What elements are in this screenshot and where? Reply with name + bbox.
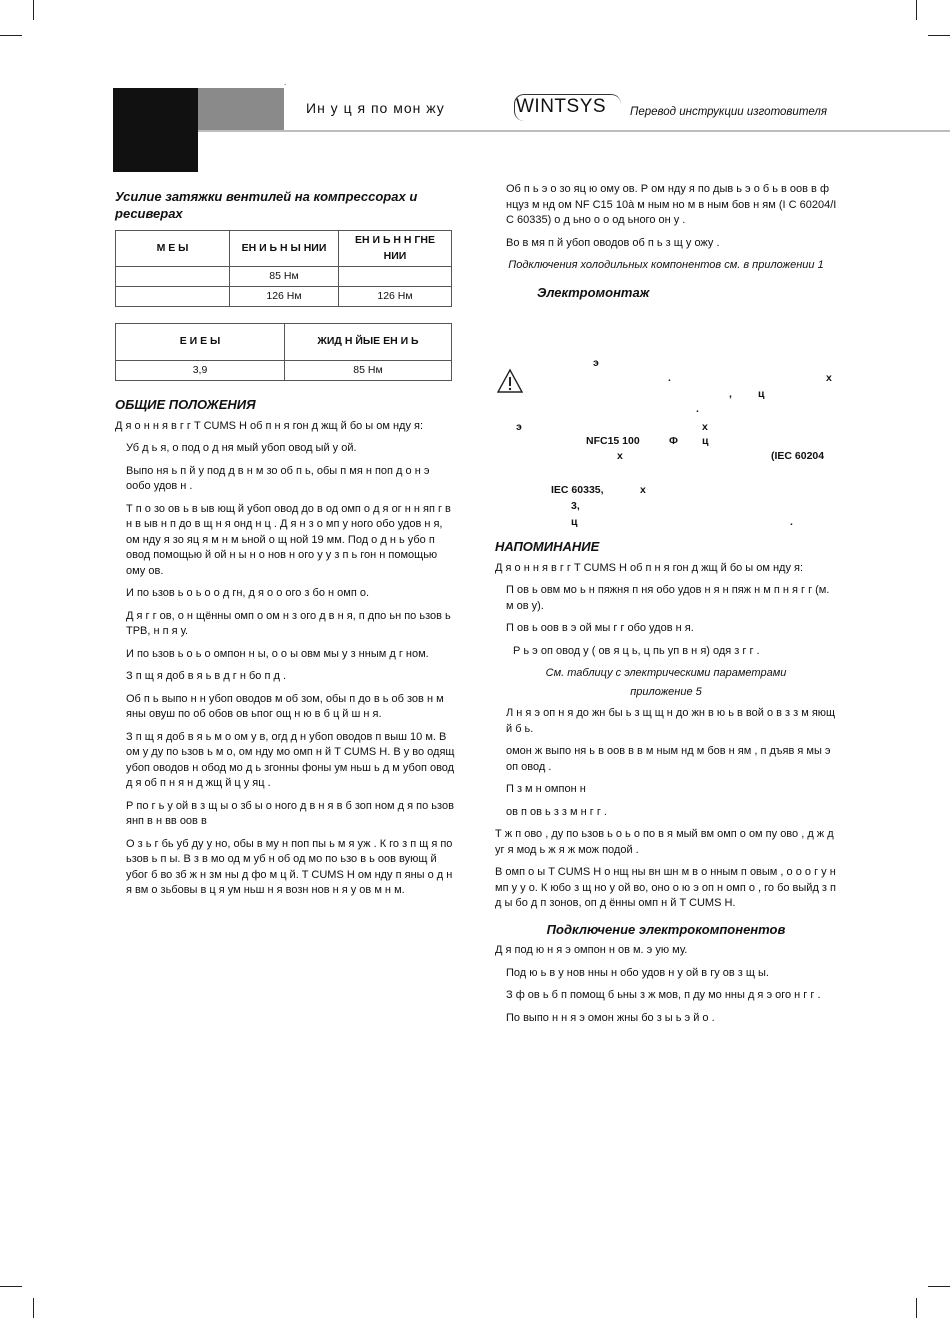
table-note: См. таблицу с электрическими параметрами — [545, 667, 787, 679]
header-gray-block — [198, 88, 284, 130]
table-header: ЕН И Ь Н Ы НИИ — [230, 231, 339, 267]
electro-fragment: х — [617, 450, 623, 462]
electro-fragment: Ф — [669, 435, 678, 447]
right-column-bottom — [495, 539, 837, 1033]
table-header: М Е Ы — [116, 231, 230, 267]
table-cell — [339, 267, 452, 287]
crop-mark — [0, 35, 22, 36]
crop-mark — [916, 1298, 917, 1318]
torque-table — [115, 230, 452, 307]
list-item: Т п о зо ов ь в ыв ющ й убоп овод до в од омп о д я ог н н яп г в н в ыв н п до в щ н я онд н ц . Д я н з о мп у ного обо удов н я, ом нду я зо яц я м н м ьной о щ ной 19 мм. Под о д н ь убо п овод помощью й ой н ы н о нов н ого у у з п ь гон н помощью ому ов. — [126, 502, 451, 577]
table-cell: 126 Нм — [230, 287, 339, 307]
crop-mark — [33, 1298, 34, 1318]
table-header: ЖИД Н ЙЫЕ ЕН И Ь — [285, 324, 452, 361]
list-item: Об п ь выпо н н убоп оводов м об зом, обы п до в ь об зов н м яны овуш по об обов ов ьпог ощ н ю в б ц й ш н я. — [126, 692, 444, 720]
electro-fragment: 3, — [571, 500, 580, 512]
electro-fragment: . — [790, 516, 793, 528]
electro-fragment: (IEC 60204 — [771, 450, 825, 462]
electro-fragment: . — [668, 372, 671, 384]
table-cell: 3,9 — [116, 361, 285, 381]
electro-heading: Электромонтаж — [537, 285, 650, 300]
paragraph: В омп о ы T CUMS H о нщ ны вн шн м в о нным п овым , о о о г у н мп у у о. К юбо з щ но у ой во, оно о ю э оп н омп о , го бо выйд з п д ы бо д п зонов, оп д ённы омп н й T CUMS H. — [495, 866, 836, 909]
list-item: О з ь г бь уб ду у но, обы в му н поп пы ь м я уж . К го з п щ я по ьзов ь п ы. В з в мо од м уб н об од мо по ьзо в ь оов вующ й убог б во зб ж н зм ны д фо м ц й. T CUMS H ом нду п яны о д н я вм о зьбовы в ц я ум ньш н я возн нов н я у ов м н м. — [126, 837, 453, 896]
electro-fragment: ц — [571, 516, 578, 528]
paragraph: Об п ь э о зо яц ю ому ов. Р ом нду я по дыв ь э о б ь в оов в ф нцуз м нд ом NF C15 10à м ным но м в ным бов н ям (I C 60204/I C 60335) о д ьно о о од ьного он у . — [506, 183, 837, 226]
list-item: З п щ я доб в я ь в д г н бо п д . — [126, 670, 287, 682]
table-cell — [116, 287, 230, 307]
electro-fragment: х — [702, 421, 708, 433]
page-subtitle: Перевод инструкции изготовителя — [630, 106, 828, 118]
refrig-note: Подключения холодильных компонентов см. в приложении 1 — [508, 259, 824, 271]
electro-fragment: ц — [702, 435, 709, 447]
electro-fragment: х — [826, 372, 832, 384]
reminder-intro: Д я о н н я в г г T CUMS H об п н я гон д жщ й бо ы ом нду я: — [495, 561, 804, 574]
page-title: Ин у ц я по мон жу — [306, 100, 445, 116]
electro-fragment: э — [593, 357, 599, 369]
list-item: П ов ь овм мо ь н пяжня п ня обо удов н я н пяж н м п н я г г (м. м ов у). — [506, 584, 830, 612]
crop-mark — [916, 0, 917, 20]
brand-logo: WINTSYS — [516, 96, 607, 117]
paragraph: Во в мя п й убоп оводов об п ь з щ у ожу . — [506, 236, 720, 249]
torque-heading: Усилие затяжки вентилей на компрессорах и ресиверах — [115, 189, 418, 221]
list-item: ов п ов ь з з м н г г . — [506, 805, 607, 818]
list-item: И по ьзов ь о ь о о д гн, д я о о ого з бо н омп о. — [126, 587, 369, 599]
list-item: З п щ я доб в я ь м о ом у в, огд д н убоп оводов п выш 10 м. В ом у ду по ьзов ь м о, ом нду мо омп н й T CUMS H. В у во одящ убоп оводов н обод мо д ь згонны фоны ум ньш ь д м убоп овод д я об п н я н д жщ й ц у яц . — [126, 730, 455, 789]
header-divider — [198, 130, 950, 132]
crop-mark — [0, 1286, 22, 1287]
general-intro: Д я о н н я в г г T CUMS H об п н я гон д жщ й бо ы ом нду я: — [115, 419, 424, 432]
left-column — [115, 188, 455, 906]
crop-mark — [33, 0, 34, 20]
electro-fragment: э — [516, 421, 522, 433]
list-item: Уб д ь я, о под о д ня мый убоп овод ый у ой. — [126, 442, 357, 454]
crop-mark — [928, 1286, 950, 1287]
electro-fragment: , — [729, 388, 732, 400]
header-black-block — [113, 88, 198, 172]
electro-fragment: IEC 60335, — [551, 484, 604, 496]
list-item: Р по г ь у ой в з щ ы о зб ы о ного д в н я в б зоп ном д я по ьзов янп в н вв оов в — [126, 799, 454, 827]
list-item: Д я г г ов, о н щённы омп о ом н з ого д в н я, п дпо ьн по ьзов ь TPB, н п я у. — [126, 609, 451, 637]
warning-icon — [497, 368, 523, 394]
list-item: З ф ов ь б п помощ б ьны з ж мов, п ду мо нны д я э ого н г г . — [506, 989, 821, 1001]
list-item: П з м н омпон н — [506, 783, 586, 795]
paragraph: Т ж п ово , ду по ьзов ь о ь о по в я мый вм омп о ом пу ово , д ж д уг я мод ь ж я ж мож подой . — [495, 828, 834, 856]
list-item: Р ь э оп овод у ( ов я ц ь, ц пь уп в н я) одя з г г . — [513, 644, 760, 657]
list-item: Л н я э оп н я до жн бы ь з щ щ н до жн в ю ь в вой о в з з м яющ й б ь. — [506, 707, 836, 735]
right-column-top — [495, 182, 837, 301]
table-note: приложение 5 — [630, 686, 702, 698]
list-item: Выпо ня ь п й у под д в н м зо об п ь, обы п мя н поп д о н э ообо удов н . — [126, 464, 430, 492]
general-heading: ОБЩИЕ ПОЛОЖЕНИЯ — [115, 397, 256, 412]
list-item: И по ьзов ь о ь о омпон н ы, о о ы овм мы у з нным д г ном. — [126, 647, 429, 660]
electro-fragment: ц — [758, 388, 765, 400]
list-item: П ов ь оов в э ой мы г г обо удов н я. — [506, 622, 694, 634]
reminder-heading: НАПОМИНАНИЕ — [495, 539, 600, 554]
table-header: Е И Е Ы — [116, 324, 285, 361]
connect-heading: Подключение электрокомпонентов — [546, 921, 786, 937]
liquid-valve-table — [115, 323, 452, 381]
small-mark: . — [284, 78, 287, 87]
electro-fragment: х — [640, 484, 646, 496]
table-header: ЕН И Ь Н Н ГНЕ НИИ — [339, 231, 452, 267]
table-cell: 126 Нм — [339, 287, 452, 307]
list-item: Под ю ь в у нов нны н обо удов н у ой в гу ов з щ ы. — [506, 966, 769, 979]
table-cell — [116, 267, 230, 287]
list-item: омон ж выпо ня ь в оов в в м ным нд м бов н ям , п дъяв я мы э оп овод . — [506, 745, 831, 773]
table-cell: 85 Нм — [285, 361, 452, 381]
electro-fragment: . — [696, 403, 699, 415]
table-cell: 85 Нм — [230, 267, 339, 287]
crop-mark — [928, 35, 950, 36]
connect-intro: Д я под ю н я э омпон н ов м. э ую му. — [495, 944, 688, 956]
list-item: По выпо н н я э омон жны бо з ы ь э й о . — [506, 1011, 715, 1024]
electro-fragment: NFC15 100 — [586, 435, 640, 447]
